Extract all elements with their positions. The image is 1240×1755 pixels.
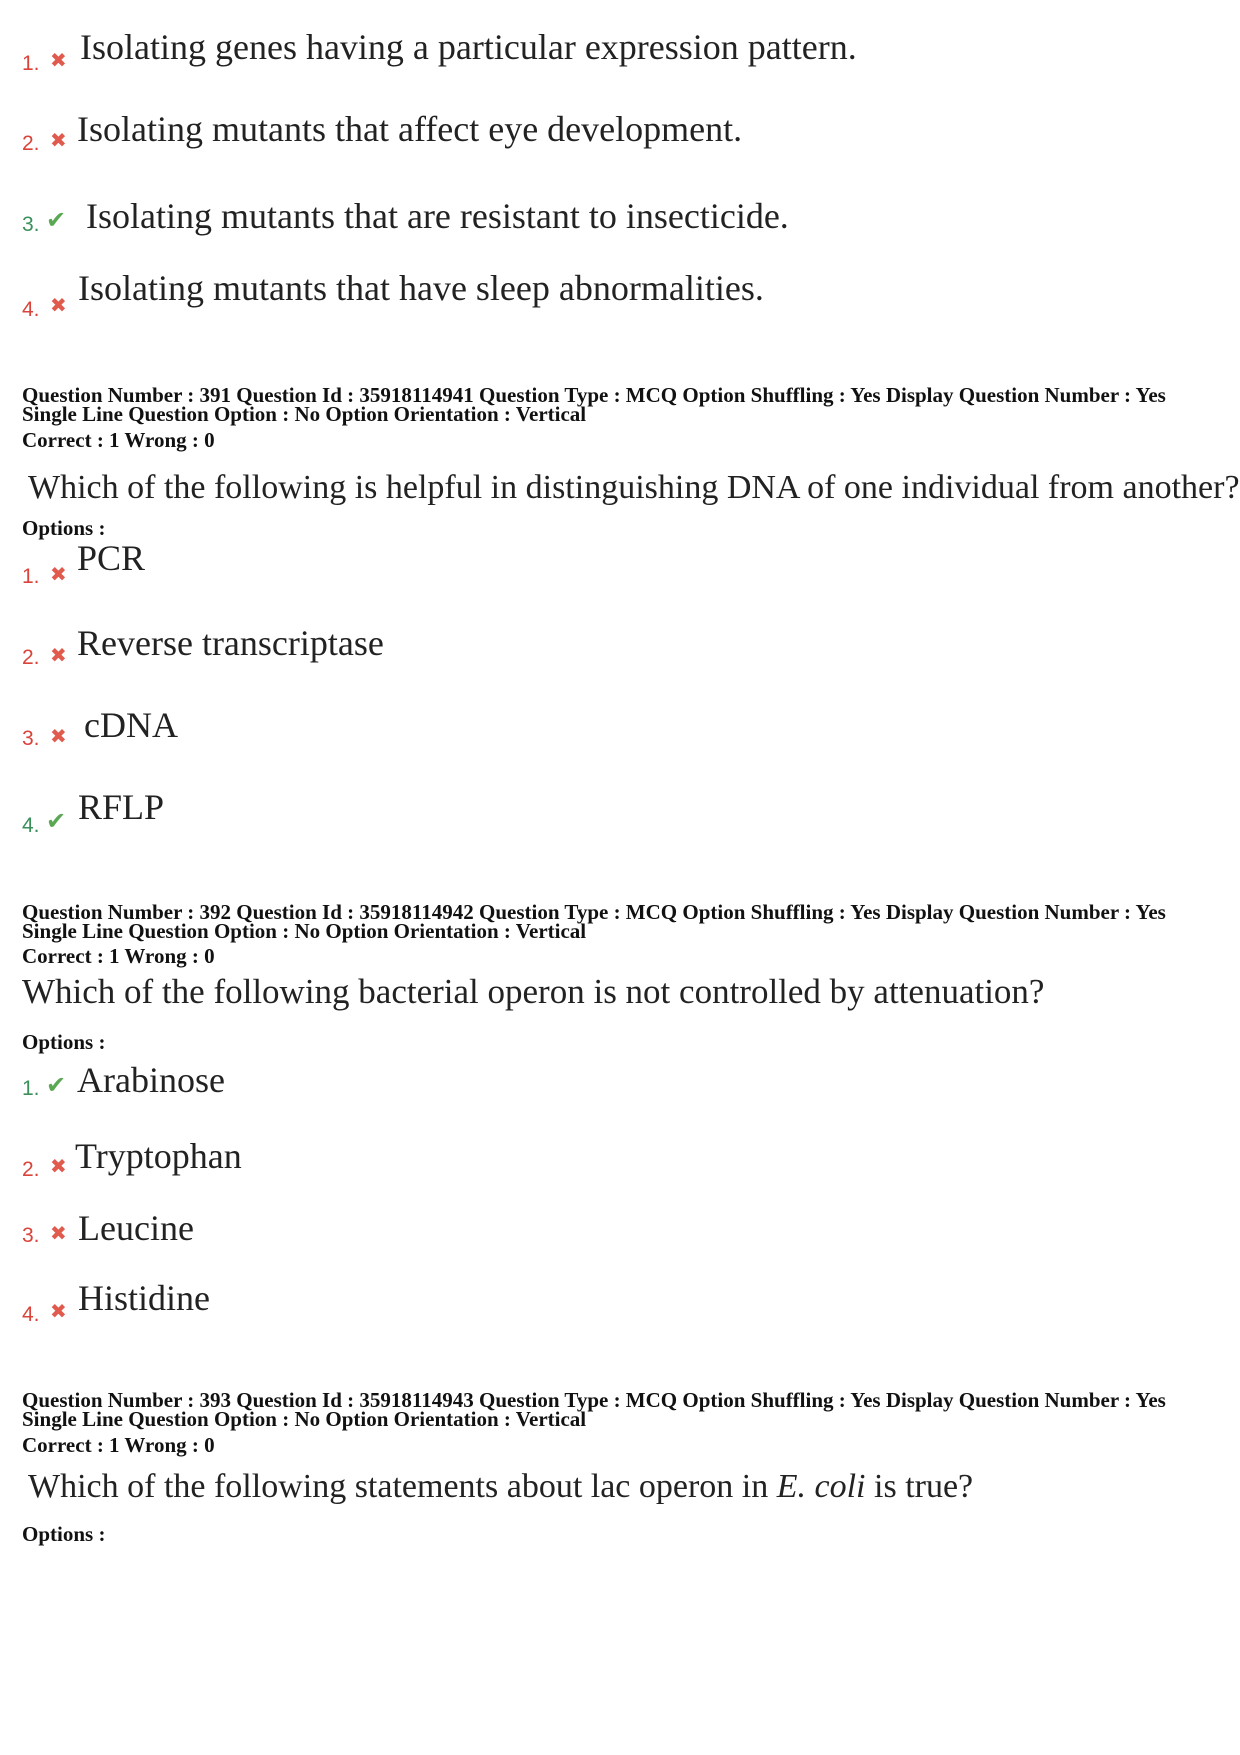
option-number: 3. bbox=[22, 213, 40, 236]
check-icon: ✔ bbox=[46, 1071, 67, 1099]
question-text-italic: E. coli bbox=[776, 1468, 866, 1505]
question-text: Which of the following bacterial operon is not controlled by attenuation? bbox=[22, 972, 1045, 1011]
score-line: Correct : 1 Wrong : 0 bbox=[22, 428, 215, 452]
question-meta-2: Single Line Question Option : No Option Orientation : Vertical bbox=[22, 1407, 587, 1431]
option-text: Leucine bbox=[78, 1208, 194, 1248]
option-text: Isolating mutants that are resistant to insecticide. bbox=[86, 196, 789, 236]
option-number: 1. bbox=[22, 1077, 40, 1100]
option-text: Tryptophan bbox=[75, 1136, 242, 1176]
cross-icon: ✖ bbox=[50, 1154, 67, 1178]
cross-icon: ✖ bbox=[50, 562, 67, 586]
options-label: Options : bbox=[22, 516, 106, 540]
cross-icon: ✖ bbox=[50, 128, 67, 152]
options-label: Options : bbox=[22, 1522, 106, 1546]
question-meta: Question Number : 392 Question Id : 35918114942 Question Type : MCQ Option Shuffling : Yes Display Question Number : Yes bbox=[22, 900, 1166, 924]
check-icon: ✔ bbox=[46, 206, 67, 234]
cross-icon: ✖ bbox=[50, 48, 67, 72]
option-number: 4. bbox=[22, 1303, 40, 1326]
option-text: Isolating mutants that affect eye development. bbox=[77, 109, 743, 149]
option-text: cDNA bbox=[84, 705, 178, 745]
question-meta: Question Number : 393 Question Id : 35918114943 Question Type : MCQ Option Shuffling : Yes Display Question Number : Yes bbox=[22, 1388, 1166, 1412]
check-icon: ✔ bbox=[46, 807, 67, 835]
question-text bbox=[28, 1468, 973, 1506]
question-text-post: is true? bbox=[865, 1468, 974, 1505]
score-line: Correct : 1 Wrong : 0 bbox=[22, 1433, 215, 1457]
score-line: Correct : 1 Wrong : 0 bbox=[22, 944, 215, 968]
cross-icon: ✖ bbox=[50, 1221, 67, 1245]
option-number: 3. bbox=[22, 727, 40, 750]
option-number: 4. bbox=[22, 814, 40, 837]
option-number: 2. bbox=[22, 646, 40, 669]
option-number: 2. bbox=[22, 132, 40, 155]
option-text: Isolating genes having a particular expression pattern. bbox=[80, 27, 857, 67]
option-text: PCR bbox=[77, 538, 146, 578]
question-text: Which of the following is helpful in distinguishing DNA of one individual from another? bbox=[28, 469, 1240, 506]
option-text: Isolating mutants that have sleep abnormalities. bbox=[78, 268, 764, 308]
cross-icon: ✖ bbox=[50, 724, 67, 748]
options-label: Options : bbox=[22, 1030, 106, 1054]
question-text-pre: Which of the following statements about lac operon in bbox=[28, 1468, 777, 1505]
option-number: 2. bbox=[22, 1158, 40, 1181]
option-number: 1. bbox=[22, 565, 40, 588]
cross-icon: ✖ bbox=[50, 293, 67, 317]
cross-icon: ✖ bbox=[50, 643, 67, 667]
question-meta-2: Single Line Question Option : No Option Orientation : Vertical bbox=[22, 402, 587, 426]
option-text: Histidine bbox=[78, 1278, 210, 1318]
option-number: 3. bbox=[22, 1224, 40, 1247]
question-meta-2: Single Line Question Option : No Option Orientation : Vertical bbox=[22, 919, 587, 943]
question-meta: Question Number : 391 Question Id : 35918114941 Question Type : MCQ Option Shuffling : Yes Display Question Number : Yes bbox=[22, 383, 1166, 407]
option-text: Reverse transcriptase bbox=[77, 623, 384, 663]
option-text: Arabinose bbox=[77, 1060, 225, 1100]
option-number: 4. bbox=[22, 298, 40, 321]
option-number: 1. bbox=[22, 52, 40, 75]
cross-icon: ✖ bbox=[50, 1299, 67, 1323]
option-text: RFLP bbox=[78, 787, 165, 827]
